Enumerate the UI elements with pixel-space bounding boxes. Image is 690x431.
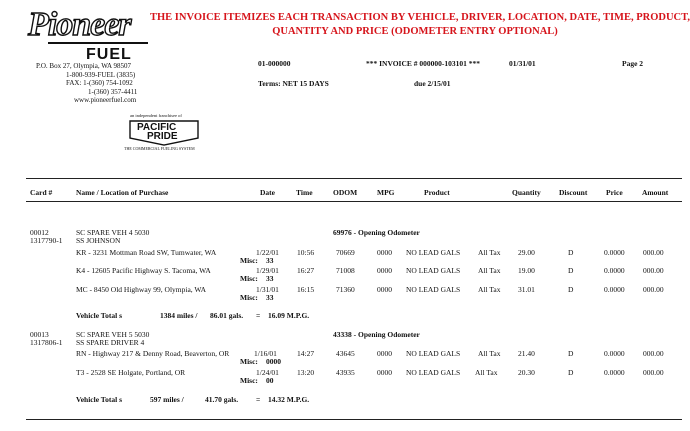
company-website: www.pioneerfuel.com	[74, 96, 137, 104]
transaction-quantity: 21.40	[518, 349, 535, 358]
misc-value: 0000	[266, 357, 281, 366]
transaction-tax: All Tax	[475, 368, 498, 377]
vehicle-total-gallons: 41.70 gals.	[205, 395, 239, 404]
vehicle-total-mpg: 14.32 M.P.G.	[268, 395, 310, 404]
pacific-pride-word-2: PRIDE	[147, 131, 178, 142]
transaction-amount: 000.00	[643, 368, 664, 377]
col-mpg: MPG	[377, 188, 395, 197]
card-number: 00013	[30, 330, 49, 339]
transaction-mpg: 0000	[377, 266, 392, 275]
transaction-discount: D	[568, 248, 574, 257]
vehicle-total-miles: 1384 miles /	[160, 311, 198, 320]
vehicle-name: SC SPARE VEH 5 5030	[76, 330, 150, 339]
transaction-quantity: 20.30	[518, 368, 535, 377]
transaction-amount: 000.00	[643, 266, 664, 275]
transaction-mpg: 0000	[377, 285, 392, 294]
due-date: due 2/15/01	[414, 79, 451, 88]
vehicle-total-equals: =	[256, 395, 261, 404]
pioneer-logo-word: Pioneer	[28, 6, 131, 43]
transaction-time: 14:27	[297, 349, 315, 358]
transaction-discount: D	[568, 285, 574, 294]
col-time: Time	[296, 188, 313, 197]
transaction-discount: D	[568, 368, 574, 377]
transaction-date: 1/31/01	[256, 285, 279, 294]
transaction-date: 1/24/01	[256, 368, 279, 377]
transaction-discount: D	[568, 349, 574, 358]
card-id: 1317806-1	[30, 338, 63, 347]
vehicle-total-miles: 597 miles /	[150, 395, 184, 404]
transaction-odom: 71008	[336, 266, 355, 275]
col-quantity: Quantity	[512, 188, 541, 197]
transaction-mpg: 0000	[377, 349, 392, 358]
invoice-date: 01/31/01	[509, 59, 536, 68]
col-product: Product	[424, 188, 450, 197]
pacific-pride-logo	[126, 118, 202, 148]
col-date: Date	[260, 188, 275, 197]
company-phone-1: 1-800-939-FUEL (3835)	[66, 71, 136, 79]
vehicle-name: SC SPARE VEH 4 5030	[76, 228, 150, 237]
transaction-product: NO LEAD GALS	[406, 266, 461, 275]
opening-odometer: 69976 - Opening Odometer	[333, 228, 420, 237]
logo-swoosh	[48, 42, 148, 44]
transaction-product: NO LEAD GALS	[406, 248, 461, 257]
vehicle-total-label: Vehicle Total s	[76, 311, 122, 320]
transaction-odom: 43645	[336, 349, 355, 358]
transaction-product: NO LEAD GALS	[406, 349, 461, 358]
company-address: P.O. Box 27, Olympia, WA 98507	[36, 62, 131, 70]
franchise-note: an independent franchisee of	[130, 113, 182, 118]
transaction-price: 0.0000	[604, 368, 625, 377]
transaction-mpg: 0000	[377, 248, 392, 257]
transaction-date: 1/16/01	[254, 349, 277, 358]
account-number: 01-000000	[258, 59, 291, 68]
pacific-pride-tagline: THE COMMERCIAL FUELING SYSTEM	[124, 146, 195, 151]
transaction-amount: 000.00	[643, 248, 664, 257]
transaction-odom: 43935	[336, 368, 355, 377]
transaction-odom: 70669	[336, 248, 355, 257]
transaction-time: 16:27	[297, 266, 315, 275]
opening-odometer: 43338 - Opening Odometer	[333, 330, 420, 339]
misc-label: Misc:	[240, 256, 258, 265]
vehicle-total-equals: =	[256, 311, 261, 320]
card-number: 00012	[30, 228, 49, 237]
vehicle-total-gallons: 86.01 gals.	[210, 311, 244, 320]
transaction-time: 16:15	[297, 285, 315, 294]
transaction-discount: D	[568, 266, 574, 275]
col-name-location: Name / Location of Purchase	[76, 188, 169, 197]
footer-rule	[26, 419, 682, 420]
company-phone-3: 1-(360) 357-4411	[88, 88, 138, 96]
misc-value: 33	[266, 274, 274, 283]
transaction-tax: All Tax	[478, 285, 501, 294]
col-price: Price	[606, 188, 623, 197]
transaction-mpg: 0000	[377, 368, 392, 377]
transaction-quantity: 31.01	[518, 285, 535, 294]
transaction-price: 0.0000	[604, 349, 625, 358]
banner-line-1: THE INVOICE ITEMIZES EACH TRANSACTION BY VEHICLE, DRIVER, LOCATION, DATE, TIME, PRODUCT,	[150, 12, 690, 23]
driver-name: SS SPARE DRIVER 4	[76, 338, 145, 347]
transaction-location: RN - Highway 217 & Denny Road, Beaverton, OR	[76, 349, 230, 358]
misc-label: Misc:	[240, 357, 258, 366]
header-rule-top	[26, 178, 682, 179]
transaction-tax: All Tax	[478, 349, 501, 358]
transaction-location: K4 - 12605 Pacific Highway S. Tacoma, WA	[76, 266, 211, 275]
page-number: Page 2	[622, 59, 644, 68]
misc-value: 33	[266, 256, 274, 265]
transaction-price: 0.0000	[604, 285, 625, 294]
transaction-time: 10:56	[297, 248, 315, 257]
transaction-tax: All Tax	[478, 266, 501, 275]
pacific-pride-word-1: PACIFIC	[137, 122, 177, 133]
transaction-location: T3 - 2528 SE Holgate, Portland, OR	[76, 368, 186, 377]
misc-value: 00	[266, 376, 274, 385]
transaction-amount: 000.00	[643, 285, 664, 294]
col-card: Card #	[30, 188, 53, 197]
transaction-price: 0.0000	[604, 266, 625, 275]
transaction-quantity: 29.00	[518, 248, 535, 257]
col-odom: ODOM	[333, 188, 358, 197]
vehicle-total-label: Vehicle Total s	[76, 395, 122, 404]
transaction-price: 0.0000	[604, 248, 625, 257]
transaction-product: NO LEAD GALS	[406, 285, 461, 294]
transaction-quantity: 19.00	[518, 266, 535, 275]
payment-terms: Terms: NET 15 DAYS	[258, 79, 329, 88]
company-phone-2: FAX: 1-(360) 754-1092	[66, 79, 133, 87]
transaction-date: 1/22/01	[256, 248, 279, 257]
transaction-location: MC - 8450 Old Highway 99, Olympia, WA	[76, 285, 207, 294]
transaction-date: 1/29/01	[256, 266, 279, 275]
misc-label: Misc:	[240, 274, 258, 283]
transaction-product: NO LEAD GALS	[406, 368, 461, 377]
misc-value: 33	[266, 293, 274, 302]
transaction-location: KR - 3231 Mottman Road SW, Tumwater, WA	[76, 248, 217, 257]
driver-name: SS JOHNSON	[76, 236, 121, 245]
pioneer-logo-fuel: FUEL	[86, 46, 132, 63]
card-id: 1317790-1	[30, 236, 63, 245]
misc-label: Misc:	[240, 293, 258, 302]
transaction-amount: 000.00	[643, 349, 664, 358]
transaction-tax: All Tax	[478, 248, 501, 257]
transaction-odom: 71360	[336, 285, 355, 294]
invoice-number: *** INVOICE # 000000-103101 ***	[366, 59, 481, 68]
banner-line-2: QUANTITY AND PRICE (ODOMETER ENTRY OPTIONAL)	[272, 26, 558, 37]
vehicle-total-mpg: 16.09 M.P.G.	[268, 311, 310, 320]
col-amount: Amount	[642, 188, 669, 197]
misc-label: Misc:	[240, 376, 258, 385]
header-rule-bottom	[26, 201, 682, 202]
col-discount: Discount	[559, 188, 588, 197]
transaction-time: 13:20	[297, 368, 315, 377]
